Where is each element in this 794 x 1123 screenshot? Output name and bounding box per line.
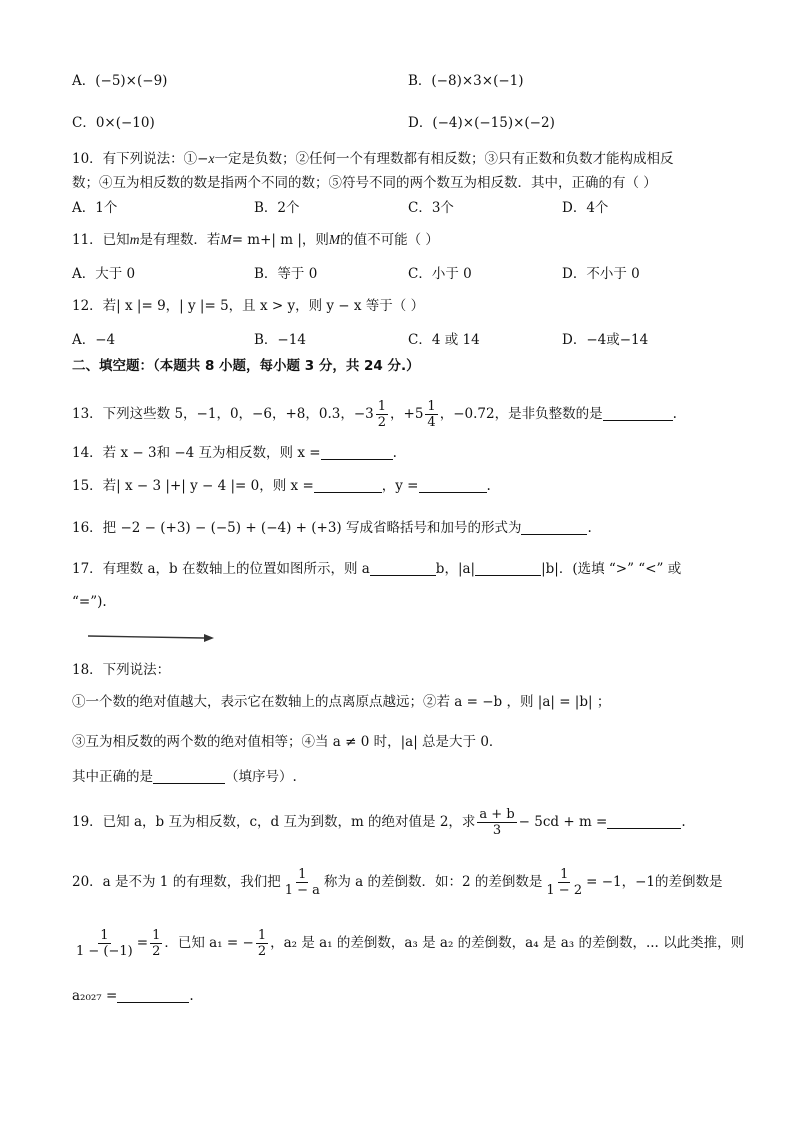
q12-stem: 12．若| x |= 9，| y |= 5，且 x > y，则 y − x 等于（ ） <box>72 298 425 314</box>
q18-conclusion: 其中正确的是 （填序号）. <box>72 769 297 785</box>
q20-stem-line3: a₂₀₂₇ = . <box>72 988 194 1004</box>
fraction-one-half-b: $\frac{1}{2}$ <box>152 928 161 959</box>
q17-stem-line1: 17．有理数 a，b 在数轴上的位置如图所示，则 a b，|a| |b|．(选填 “>” “<” 或 <box>72 561 682 577</box>
number-line-arrow-icon <box>204 634 214 642</box>
q10-option-d: D．4个 <box>562 200 609 216</box>
fraction-one-half: $\frac{1}{2}$ <box>377 399 387 430</box>
q13-answer-blank[interactable] <box>603 406 673 421</box>
q10-stem-line1: 10．有下列说法：①−x一定是负数；②任何一个有理数都有相反数；③只有正数和负数才能构成相反 <box>72 151 674 167</box>
q11-option-b: B．等于 0 <box>254 266 318 282</box>
q14-answer-blank[interactable] <box>321 445 393 460</box>
q10-option-b: B．2个 <box>254 200 300 216</box>
q16-stem: 16．把 −2 − (+3) − (−5) + (−4) + (+3) 写成省略括号和加号的形式为 . <box>72 520 592 536</box>
number-line-figure <box>86 630 218 646</box>
q16-answer-blank[interactable] <box>521 520 587 535</box>
q9-option-a: A．(−5)×(−9) <box>72 73 168 89</box>
q10-option-a: A．1个 <box>72 200 118 216</box>
q19-answer-blank[interactable] <box>607 814 681 829</box>
q12-option-c: C．4 或 14 <box>408 332 480 348</box>
q18-stem: 18．下列说法： <box>72 662 171 678</box>
q17-stem-line2: “=”). <box>72 594 107 610</box>
q10-stem-line2: 数；④互为相反数的数是指两个不同的数；⑤符号不同的两个数互为相反数．其中，正确的有（ ） <box>72 175 657 191</box>
q13-stem: 13．下列这些数 5，−1，0，−6，+8，0.3，−3 $\frac{1}{2}$ ，+5 $\frac{1}{4}$ ，−0.72，是非负整数的是 . <box>72 399 677 430</box>
q12-option-a: A．−4 <box>72 332 116 348</box>
fraction-one-half-c: $\frac{1}{2}$ <box>257 928 267 959</box>
q15-answer-blank-x[interactable] <box>314 478 382 493</box>
q15-stem: 15．若| x − 3 |+| y − 4 |= 0，则 x = ，y = . <box>72 478 491 494</box>
q14-stem: 14．若 x − 3和 −4 互为相反数，则 x = . <box>72 445 397 461</box>
number-line-axis <box>88 636 204 638</box>
q18-answer-blank[interactable] <box>153 769 225 784</box>
fraction-1-over-1-minus-2: $\frac{1}{1 - 2}$ <box>546 867 583 898</box>
q20-stem-line1: 20．a 是不为 1 的有理数，我们把 $\frac{1}{1 - a}$ 称为 a 的差倒数．如：2 的差倒数是 $\frac{1}{1 - 2}$ = −1，−1的差倒数是 <box>72 867 723 898</box>
q12-option-d: D．−4或−14 <box>562 332 649 348</box>
fraction-a-plus-b-over-3: $\frac{a + b}{3}$ <box>479 807 515 838</box>
q17-answer-blank-1[interactable] <box>370 561 436 576</box>
q18-statement-line1: ①一个数的绝对值越大，表示它在数轴上的点离原点越远；②若 a = −b ，则 |a| = |b| ； <box>72 694 611 710</box>
fraction-1-over-1-minus-neg1: $\frac{1}{1 - (-1)}$ <box>76 928 133 959</box>
q18-statement-line2: ③互为相反数的两个数的绝对值相等；④当 a ≠ 0 时，|a| 总是大于 0． <box>72 734 503 750</box>
q9-option-d: D．(−4)×(−15)×(−2) <box>408 115 555 131</box>
q20-answer-blank[interactable] <box>117 988 189 1003</box>
q10-option-c: C．3个 <box>408 200 454 216</box>
q9-option-c: C．0×(−10) <box>72 115 155 131</box>
q9-option-b: B．(−8)×3×(−1) <box>408 73 524 89</box>
section-fill-in-title: 二、填空题：（本题共 8 小题，每小题 3 分，共 24 分.） <box>72 358 420 374</box>
q11-option-d: D．不小于 0 <box>562 266 640 282</box>
q11-stem: 11．已知m是有理数．若M= m+| m |，则M的值不可能（ ） <box>72 232 439 248</box>
fraction-1-over-1-minus-a: $\frac{1}{1 - a}$ <box>284 867 320 898</box>
q20-stem-line2: $\frac{1}{1 - (-1)}$ = $\frac{1}{2}$ ．已知 a₁ = − $\frac{1}{2}$ ，a₂ 是 a₁ 的差倒数，a₃ 是 a₂ 的差倒数，a₄ 是 a₃ 的差倒数，... 以此类推，则 <box>76 928 745 959</box>
q19-stem: 19．已知 a，b 互为相反数，c，d 互为到数，m 的绝对值是 2，求 $\frac{a + b}{3}$ − 5cd + m = . <box>72 807 686 838</box>
q15-answer-blank-y[interactable] <box>419 478 487 493</box>
q11-option-c: C．小于 0 <box>408 266 472 282</box>
q12-option-b: B．−14 <box>254 332 306 348</box>
q17-answer-blank-2[interactable] <box>475 561 541 576</box>
q11-option-a: A．大于 0 <box>72 266 136 282</box>
fraction-one-quarter: $\frac{1}{4}$ <box>427 399 436 430</box>
